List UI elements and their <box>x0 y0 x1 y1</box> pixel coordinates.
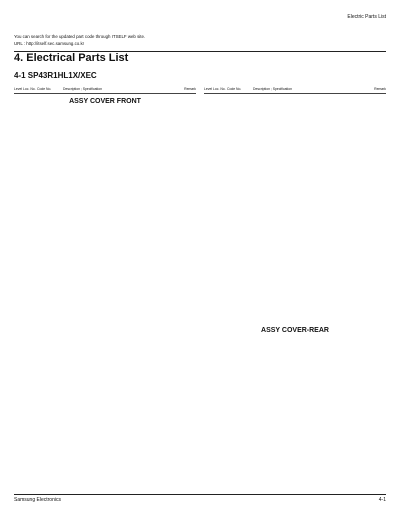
intro-line-search: You can search for the updated part code through ITSELF web site. <box>14 34 146 39</box>
column-header-remark: Remark <box>374 87 386 91</box>
assembly-title: ASSY COVER-REAR <box>261 327 329 335</box>
footer-page-number: 4-1 <box>378 497 386 503</box>
parts-rows <box>204 340 386 468</box>
column-header-loc: Loc. No. <box>213 87 226 91</box>
parts-row <box>14 448 196 452</box>
parts-rows <box>14 111 196 452</box>
page-header-title: Electric Parts List <box>347 14 386 20</box>
column-header-description: Description ; Specification <box>253 87 293 91</box>
parts-row <box>204 464 386 468</box>
footer-divider <box>14 494 386 495</box>
column-header-row <box>14 87 196 94</box>
column-header-level: Level <box>204 87 213 91</box>
column-header-remark: Remark <box>184 87 196 91</box>
parts-row <box>204 319 386 323</box>
column-header-loc: Loc. No. <box>23 87 36 91</box>
intro-line-url: URL : http://itself.sec.samsung.co.kr <box>14 40 85 46</box>
footer-company: Samsung Electronics <box>14 497 61 503</box>
column-header-level: Level <box>14 87 23 91</box>
section-title: 4-1 SP43R1HL1X/XEC <box>14 71 97 80</box>
column-header-code: Code No. <box>227 87 242 91</box>
parts-column-left <box>14 87 196 487</box>
intro-text <box>14 34 145 47</box>
assembly-title: ASSY COVER FRONT <box>69 98 141 105</box>
chapter-title: 4. Electrical Parts List <box>14 52 129 64</box>
parts-rows <box>204 97 386 323</box>
column-header-code: Code No. <box>37 87 52 91</box>
column-header-description: Description ; Specification <box>63 87 103 91</box>
parts-column-right <box>204 87 386 487</box>
column-header-row <box>204 87 386 94</box>
